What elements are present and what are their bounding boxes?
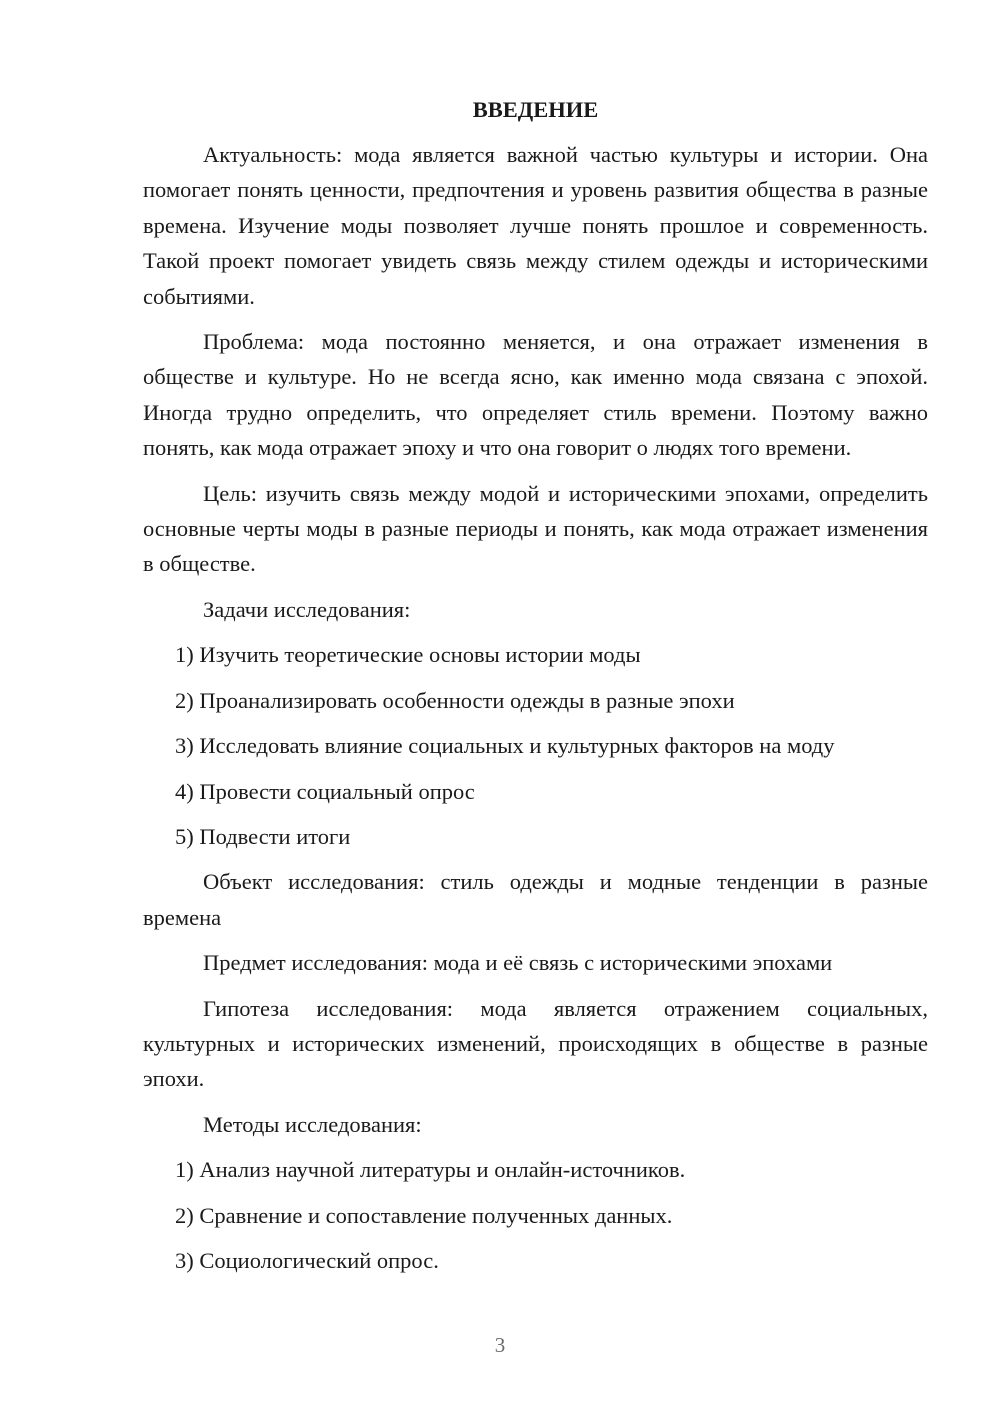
task-item: 3) Исследовать влияние социальных и культурных факторов на моду	[175, 733, 835, 759]
page-number: 3	[494, 1333, 506, 1357]
task-item: 4) Провести социальный опрос	[175, 778, 475, 804]
method-item: 1) Анализ научной литературы и онлайн-источников.	[175, 1157, 686, 1183]
task-item: 5) Подвести итоги	[175, 823, 351, 849]
task-item: 1) Изучить теоретические основы истории моды	[175, 642, 641, 668]
goal-paragraph: Цель: изучить связь между модой и историческими эпохами, определить основные черты моды в разные периоды и понять, как мода отражает изменения в обществе.	[143, 480, 928, 577]
object-paragraph: Объект исследования: стиль одежды и модные тенденции в разные времена	[143, 869, 928, 930]
methods-title: Методы исследования:	[203, 1111, 422, 1137]
method-item: 2) Сравнение и сопоставление полученных данных.	[175, 1202, 673, 1228]
section-heading: ВВЕДЕНИЕ	[472, 97, 599, 122]
page-content	[143, 92, 928, 1288]
subject-paragraph: Предмет исследования: мода и её связь с историческими эпохами	[203, 950, 833, 976]
relevance-paragraph: Актуальность: мода является важной частью культуры и истории. Она помогает понять ценности, предпочтения и уровень развития общества в разные времена. Изучение моды позволяет лучше понять прошлое и современность. Такой проект помогает увидеть связь между стилем одежды и историческими событиями.	[143, 142, 928, 309]
task-item: 2) Проанализировать особенности одежды в разные эпохи	[175, 687, 735, 713]
problem-paragraph: Проблема: мода постоянно меняется, и она отражает изменения в обществе и культуре. Но не всегда ясно, как именно мода связана с эпохой. Иногда трудно определить, что определяет стиль времени. Поэтому важно понять, как мода отражает эпоху и что она говорит о людях того времени.	[143, 329, 928, 461]
method-item: 3) Социологический опрос.	[175, 1247, 439, 1273]
hypothesis-paragraph: Гипотеза исследования: мода является отражением социальных, культурных и исторических изменений, происходящих в обществе в разные эпохи.	[143, 995, 928, 1092]
tasks-title: Задачи исследования:	[203, 596, 411, 622]
